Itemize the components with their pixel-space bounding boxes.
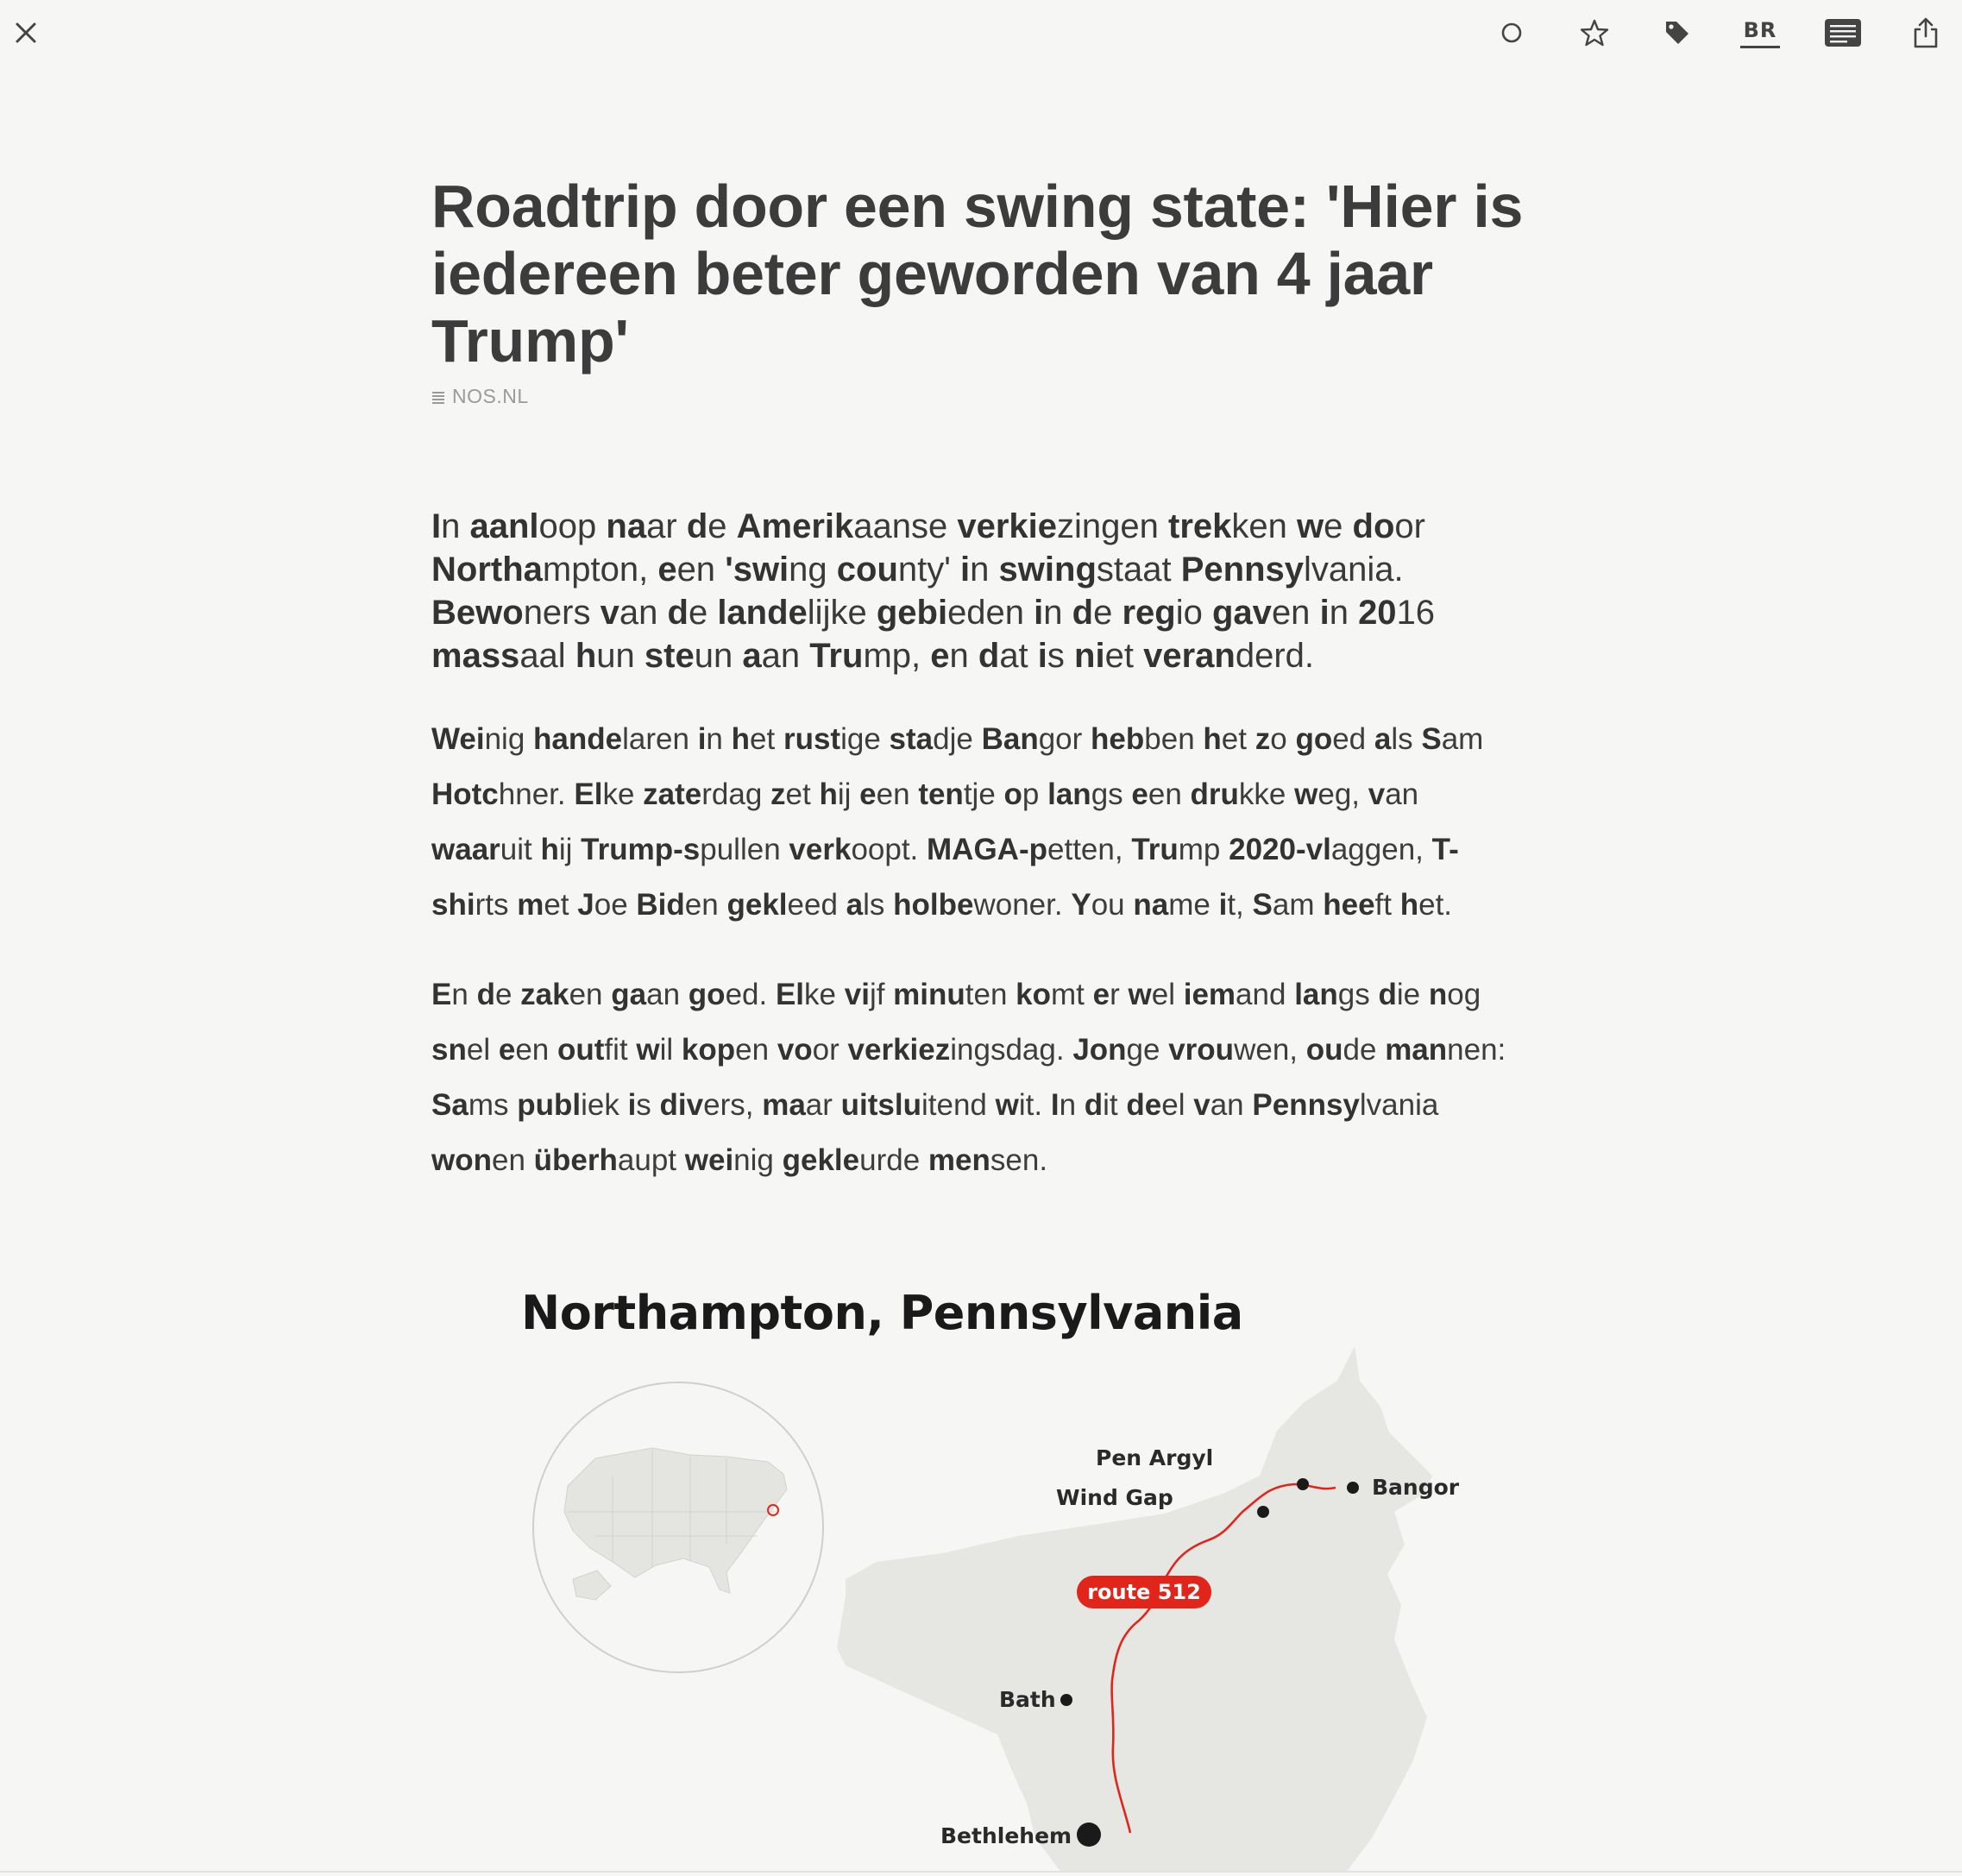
tag-icon	[1663, 18, 1692, 47]
favorite-button[interactable]	[1570, 9, 1619, 57]
svg-text:route 512: route 512	[1087, 1580, 1201, 1604]
close-icon	[13, 20, 39, 46]
northampton-county-shape	[837, 1346, 1432, 1873]
place-label-bethlehem: Bethlehem	[940, 1823, 1072, 1848]
map-figure	[483, 1286, 1484, 1873]
place-label-bangor: Bangor	[1372, 1475, 1460, 1500]
reader-view-button[interactable]	[1819, 9, 1867, 57]
bangor-marker	[1347, 1482, 1359, 1494]
close-button[interactable]	[2, 9, 50, 57]
article-lead: In aanloop naar de Amerikaanse verkiezingen trekken we door Northampton, een 'swing county' in swingstaat Pennsylvania. Bewoners van de landelijke gebieden in de regio gaven in 2016 massaal hun steun aan Trump, en dat is niet veranderd.	[431, 507, 1436, 675]
place-label-bath: Bath	[999, 1687, 1056, 1712]
bionic-reading-icon: BR	[1743, 17, 1777, 42]
source-lines-icon	[431, 390, 445, 404]
article-source[interactable]	[431, 385, 1544, 408]
bath-marker	[1060, 1694, 1072, 1706]
pen-argyl-marker	[1297, 1478, 1309, 1490]
article-paragraph-2: En de zaken gaan goed. Elke vijf minuten komt er wel iemand langs die nog snel een outfit wil kopen voor verkiezingsdag. Jonge vrouwen, oude mannen: Sams publiek is divers, maar uitsluitend wit. In dit deel van Pennsylvania wonen überhaupt weinig gekleurde mensen.	[431, 978, 1506, 1177]
us-inset-map	[533, 1382, 823, 1672]
wind-gap-marker	[1257, 1506, 1269, 1518]
article-paragraph-1: Weinig handelaren in het rustige stadje Bangor hebben het zo goed als Sam Hotchner. Elke zaterdag zet hij een tentje op langs een drukke weg, van waaruit hij Trump-spullen verkoopt. MAGA-petten, Trump 2020-vlaggen, T-shirts met Joe Biden gekleed als holbewoner. You name it, Sam heeft het.	[431, 722, 1484, 922]
source-label: NOS.NL	[452, 385, 529, 407]
place-label-pen-argyl: Pen Argyl	[1096, 1445, 1214, 1470]
toolbar	[0, 0, 1962, 66]
route-512-badge	[1077, 1576, 1211, 1608]
article	[431, 173, 1544, 1188]
place-label-wind-gap: Wind Gap	[1056, 1485, 1173, 1510]
bethlehem-marker	[1077, 1822, 1101, 1847]
mark-unread-button[interactable]	[1487, 9, 1536, 57]
bionic-reading-button[interactable]	[1736, 9, 1784, 57]
map-title: Northampton, Pennsylvania	[521, 1286, 1243, 1340]
share-button[interactable]	[1902, 9, 1950, 57]
bottom-divider	[0, 1871, 1962, 1873]
share-icon	[1911, 16, 1940, 49]
reader-view-icon	[1824, 18, 1862, 47]
star-icon	[1579, 17, 1610, 48]
circle-icon	[1499, 20, 1525, 46]
map-graphic	[483, 1286, 1484, 1873]
tag-button[interactable]	[1653, 9, 1701, 57]
article-title: Roadtrip door een swing state: 'Hier is iedereen beter geworden van 4 jaar Trump'	[431, 173, 1524, 375]
